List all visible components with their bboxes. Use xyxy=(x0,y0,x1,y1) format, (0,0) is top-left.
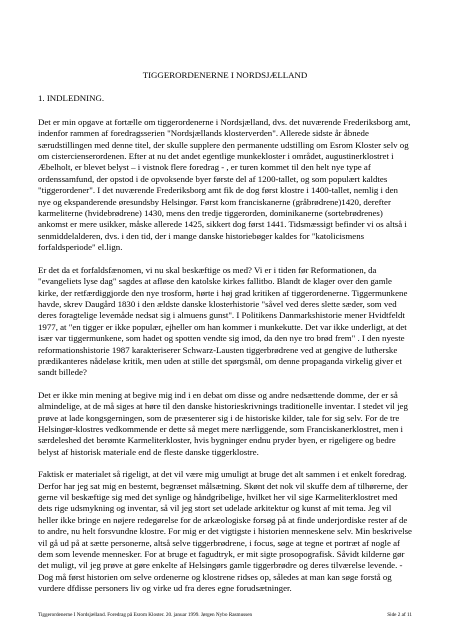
section-heading: 1. INDLEDNING. xyxy=(38,93,105,104)
page-footer xyxy=(38,612,412,619)
document-body xyxy=(38,70,412,606)
footer-citation: Tiggerordenerne I Nordsjælland. Foredrag på Esrom Kloster. 20. januar 1999. Jørgen Nybo Rasmussen xyxy=(38,612,253,618)
document-title: TIGGERORDENERNE I NORDSJÆLLAND xyxy=(142,70,308,80)
paragraph-4: Faktisk er materialet så rigeligt, at det vil være mig umuligt at bruge det alt sammen i et enkelt foredrag. Derfor har jeg sat mig en bestemt, begrænset målsætning. Skønt det nok vil skuffe dem af tilhørerne, der gerne vil beskæftige sig med det synlige og håndgribelige, hvilket her vil sige Karmeliterklostret med dets rige udsmykning og inventar, så vil jeg stort set udelade arkitektur og kunst af mit tema. Jeg vil heller ikke bringe en nøjere redegørelse for de arkæologiske forsøg på at finde underjordiske rester af de to andre, nu helt forsvundne klostre. For mig er det vigtigste i historien menneskene selv. Min beskrivelse vil gå ud på at sætte personerne, altså selve tiggerbrødrene, i focus, søge at tegne et portræt af nogle af dem som levende mennesker. For at bruge et fagudtryk, er mit sigte prosopografisk. Såvidt kilderne gør det muligt, vil jeg prøve at gøre enkelte af Helsingørs gamle tiggerbrødre og deres tilværelse levende. - Dog må først historien om selve ordenerne og klostrene ridses op, således at man kan søge forstå og vurdere dfdisse personers liv og virke ud fra deres egne forudsætninger. xyxy=(38,469,412,594)
paragraph-1: Det er min opgave at fortælle om tiggerordenerne i Nordsjælland, dvs. det nuværende Frederiksborg amt, indenfor rammen af foredragsserien "Nordsjællands klosterverden". Allerede sidste år åbnede særudstillingen med denne titel, der skulle supplere den permanente udstilling om Esrom Kloster selv og om cistercienserordenen. Efter at nu det andet egentlige munkekloster i området, augustinerklostret i Æbelholt, er blevet belyst – i vistnok flere foredrag - , er turen kommet til den helt nye type af ordenssamfund, der opstod i de opvoksende byer første del af 1200-tallet, og som populært kaldtes "tiggerordener". I det nuværende Frederiksborg amt fik de dog først klostre i 1400-tallet, nemlig i den nye og ekspanderende øresundsby Helsingør. Først kom franciskanerne (gråbrødrene)1420, derefter karmeliterne (hvidebrødrene) 1430, mens den tredje tiggerorden, dominikanerne (sortebrødrenes) ankomst er mere usikker, måske allerede 1425, sikkert dog først 1441. Tidsmæssigt befinder vi os altså i senmiddelalderen, dvs. i den tid, der i mange danske historiebøger kaldes for "katolicismens forfaldsperiode" el.lign. xyxy=(38,116,411,253)
paragraph-3: Det er ikke min mening at begive mig ind i en debat om disse og andre nedsættende domme, der er så almindelige, at de må siges at høre til den danske historieskrivnings traditionelle inventar. I stedet vil jeg prøve at lade kongsgerningen, som de præsenterer sig i de historiske kilder, tale for sig selv. For de tre Helsingør-klostres vedkommende er dette så meget mere nærliggende, som Franciskanerklostret, men i særdeleshed det berømte Karmeliterkloster, hvis bygninger endnu pryder byen, er rigeligere og bedre belyst af historisk materiale end de fleste danske tiggerklostre. xyxy=(38,389,408,457)
page-number: Side 2 af 11 xyxy=(387,612,412,618)
paragraph-2: Er det da et forfaldsfænomen, vi nu skal beskæftige os med? Vi er i tiden før Reformationen, da "evangeliets lyse dag" sagdes at afløse den katolske kirkes fallitbo. Blandt de klager over den gamle kirke, der retfærdiggjorde den nye trosform, hørte i høj grad kritiken af tiggerordenerne. Tiggermunkene havde, skrev Daugård 1830 i den ældste danske klosterhistorie "såvel ved deres slette sæder, som ved deres foragtelige levemåde nedsat sig i almuens gunst". I Politikens Danmarkshistorie mener Hvidtfeldt 1977, at "en tigger er ikke populær, ejheller om han kommer i munkekutte. Det var ikke underligt, at det især var tiggermunkene, som hadet og spotten vendte sig imod, da den nye tro brød frem" . I den nyeste reformationshistorie 1987 karakteriserer Schwarz-Lausten tiggerbrødrene ved at gengive de lutherske prædikanteres nådeløse kritik, men uden at stille det spørgsmål, om denne propaganda virkelig giver et sandt billede? xyxy=(38,264,408,378)
